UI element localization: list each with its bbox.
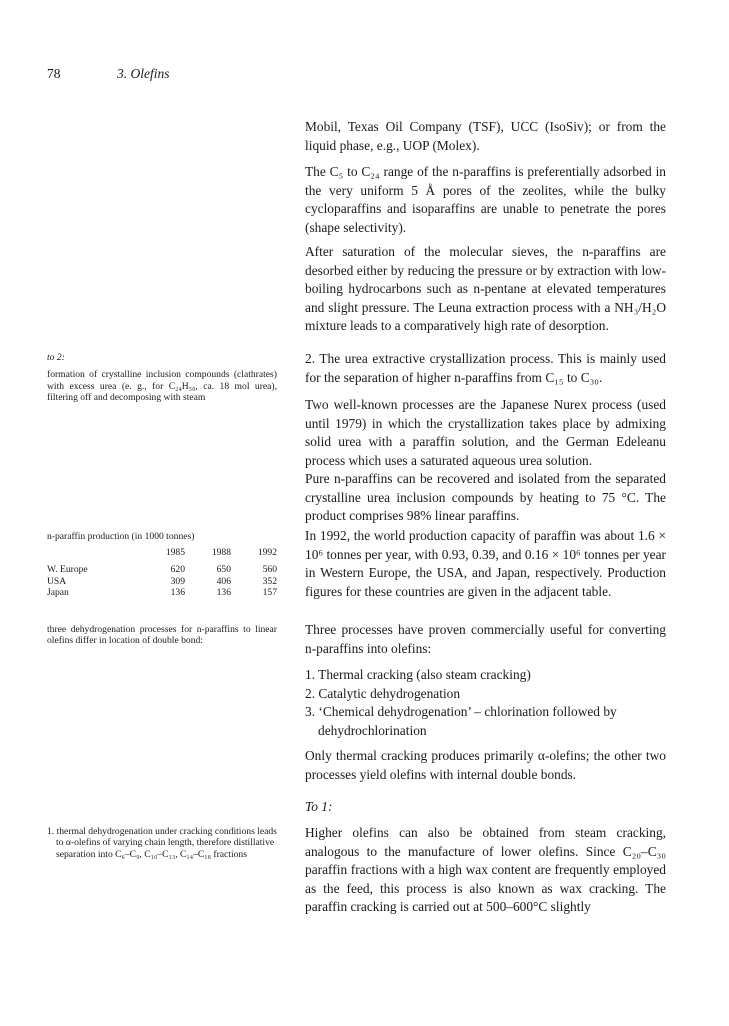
- production-table-block: [47, 531, 277, 599]
- page-header: [47, 66, 170, 82]
- table-title: n-paraffin production (in 1000 tonnes): [47, 531, 195, 542]
- paragraph-10: Higher olefins can also be obtained from steam cracking, analogous to the manufacture of lower olefins. Since C₂₀–C₃₀ paraffin fractions with a high wax content are frequently employed as the feed, this process is also known as wax cracking. The paraffin cracking is carried out at 500–600°C slightly: [305, 825, 666, 915]
- table-cell: 406: [216, 575, 231, 587]
- side-note-thermal: 1. thermal dehydrogenation under cracking conditions leads to α-olefins of varying chain length, therefore distillative separation into C₆–C₉, C₁₀–C₁₃, C₁₄–C₁₈ fractions: [47, 826, 277, 860]
- table-row: [47, 587, 277, 599]
- table-cell: Japan: [47, 587, 69, 599]
- table-cell: 157: [262, 587, 277, 599]
- paragraph-2: The C₅ to C₂₄ range of the n-paraffins is preferentially adsorbed in the very uniform 5 Å pores of the zeolites, while the bulky cycloparaffins and isoparaffins are unable to penetrate the pores (shape selectivity).: [305, 164, 666, 235]
- table-cell: 352: [262, 575, 277, 587]
- side-note-text: formation of crystalline inclusion compounds (clathrates) with excess urea (e. g., for C₂₄H₅₀, ca. 18 mol urea), filtering off and decomposing with steam: [47, 369, 277, 404]
- production-table: [47, 547, 277, 598]
- paragraph-8: Three processes have proven commercially useful for converting n-paraffins into olefins:: [305, 622, 666, 656]
- side-note-to-2: [47, 352, 277, 404]
- table-cell: W. Europe: [47, 564, 88, 575]
- paragraph-9: Only thermal cracking produces primarily α-olefins; the other two processes yield olefins with internal double bonds.: [305, 748, 666, 782]
- section-heading-to-1: To 1:: [305, 799, 333, 814]
- table-cell: 620: [170, 564, 185, 575]
- list-item: 2. Catalytic dehydrogenation: [305, 685, 461, 701]
- side-note-ref: to 2:: [47, 352, 65, 363]
- chapter-title: 3. Olefins: [117, 66, 170, 81]
- table-cell: USA: [47, 575, 67, 587]
- page-number: 78: [47, 66, 61, 81]
- paragraph-1: Mobil, Texas Oil Company (TSF), UCC (IsoSiv); or from the liquid phase, e.g., UOP (Molex).: [305, 119, 666, 153]
- table-row: [47, 564, 277, 576]
- list-item: 1. Thermal cracking (also steam cracking): [305, 667, 531, 682]
- table-cell: 136: [170, 587, 185, 599]
- paragraph-5: Two well-known processes are the Japanese Nurex process (used until 1979) in which the crystallization takes place by admixing solid urea with a paraffin solution, and the German Edeleanu process which uses a saturated aqueous urea solution.: [305, 397, 666, 468]
- list-item: 3. ‘Chemical dehydrogenation’ – chlorination followed by: [305, 704, 617, 720]
- table-header: 1988: [211, 547, 231, 559]
- table-cell: 309: [170, 575, 185, 587]
- table-cell: 650: [216, 564, 231, 575]
- table-header: 1985: [165, 547, 185, 559]
- side-note-dehydrogenation: three dehydrogenation processes for n-paraffins to linear olefins differ in location of double bond:: [47, 624, 277, 647]
- paragraph-7: In 1992, the world production capacity of paraffin was about 1.6 × 10⁶ tonnes per year, with 0.93, 0.39, and 0.16 × 10⁶ tonnes per year in Western Europe, the USA, and Japan, respectively. Production figures for these countries are given in the adjacent table.: [305, 528, 666, 599]
- table-header: 1992: [257, 547, 277, 559]
- table-cell: 560: [262, 564, 277, 575]
- paragraph-4: 2. The urea extractive crystallization process. This is mainly used for the separation of higher n-paraffins from C₁₅ to C₃₀.: [305, 351, 666, 385]
- paragraph-3: After saturation of the molecular sieves, the n-paraffins are desorbed either by reducing the pressure or by extraction with low-boiling hydrocarbons such as n-pentane at elevated temperatures and slight pressure. The Leuna extraction process with a NH₃/H₂O mixture leads to a comparatively high rate of desorption.: [305, 244, 666, 334]
- table-cell: 136: [216, 587, 231, 599]
- paragraph-6: Pure n-paraffins can be recovered and isolated from the separated crystalline urea inclusion compounds by heating to 75 °C. The product comprises 98% linear paraffins.: [305, 471, 666, 524]
- list-item: dehydrochlorination: [318, 722, 427, 738]
- table-header-row: [47, 547, 277, 564]
- process-list: [305, 666, 666, 740]
- table-row: [47, 576, 277, 588]
